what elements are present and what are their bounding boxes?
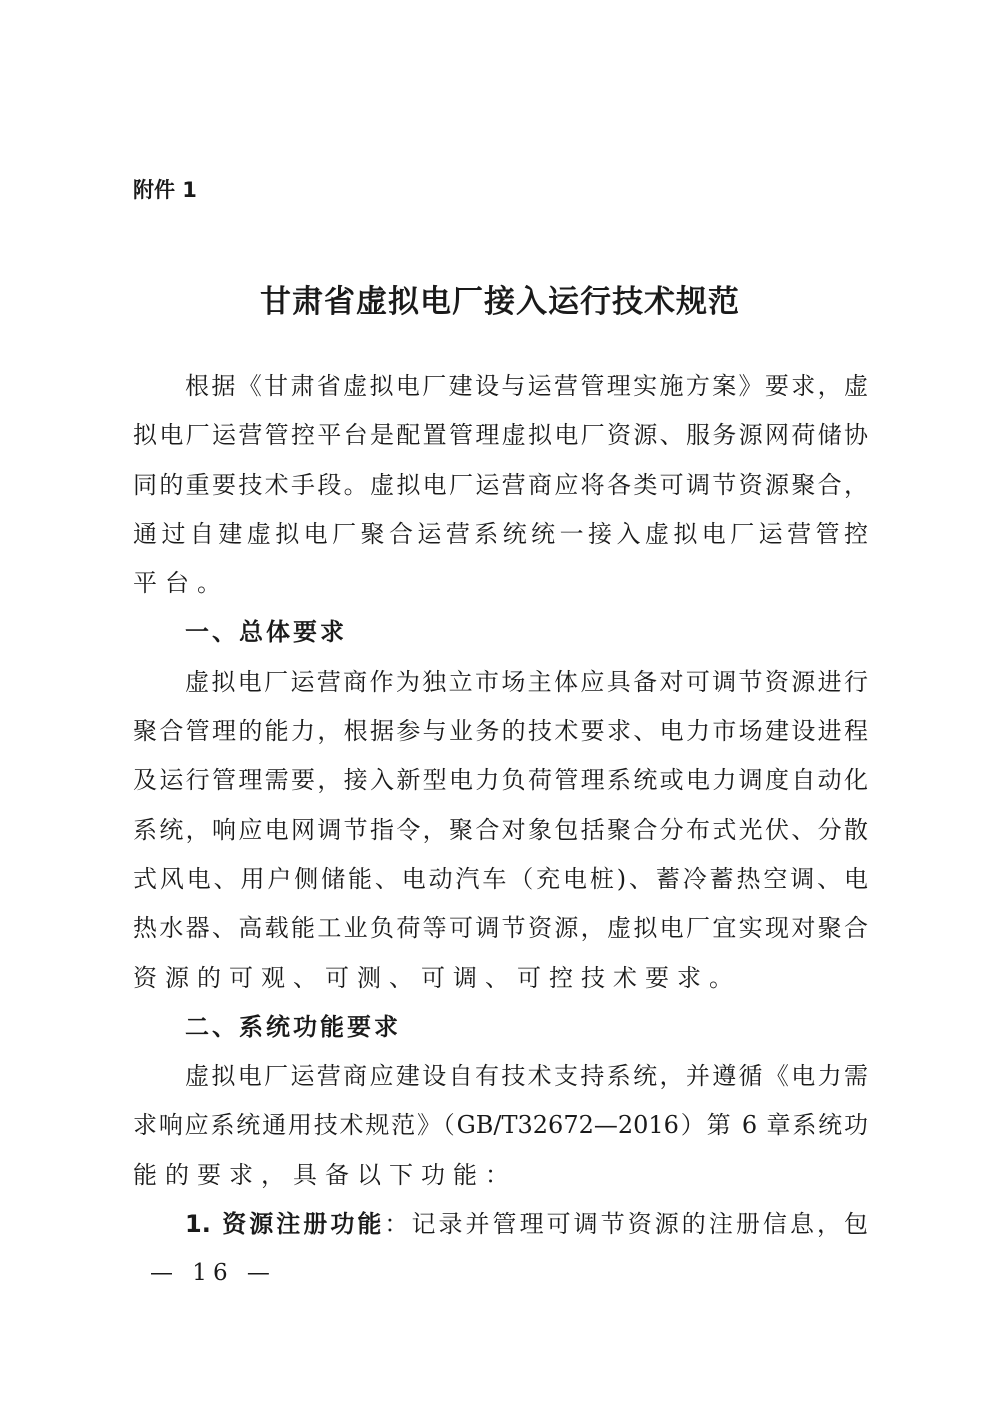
paragraph-line: 同的重要技术手段。虚拟电厂运营商应将各类可调节资源聚合， bbox=[133, 470, 868, 499]
document-title: 甘肃省虚拟电厂接入运行技术规范 bbox=[260, 284, 740, 320]
paragraph-line: 聚合管理的能力，根据参与业务的技术要求、电力市场建设进程 bbox=[133, 717, 868, 746]
list-item-label: 1. 资源注册功能 bbox=[185, 1210, 385, 1239]
paragraph-line: 热水器、高载能工业负荷等可调节资源，虚拟电厂宜实现对聚合 bbox=[133, 914, 868, 943]
list-item-text: ：记录并管理可调节资源的注册信息，包 bbox=[384, 1210, 869, 1239]
paragraph-line: 及运行管理需要，接入新型电力负荷管理系统或电力调度自动化 bbox=[133, 766, 868, 795]
attachment-label: 附件 1 bbox=[133, 178, 197, 202]
paragraph-line: 平台。 bbox=[133, 569, 229, 598]
paragraph-line: 通过自建虚拟电厂聚合运营系统统一接入虚拟电厂运营管控 bbox=[133, 519, 868, 548]
page-number: — 16 — bbox=[150, 1260, 276, 1286]
list-item bbox=[133, 1200, 868, 1249]
paragraph-line: 求响应系统通用技术规范》（GB/T32672—2016）第 6 章系统功 bbox=[133, 1111, 868, 1140]
paragraph-line: 虚拟电厂运营商作为独立市场主体应具备对可调节资源进行 bbox=[185, 667, 868, 696]
section-heading: 二、系统功能要求 bbox=[185, 1012, 401, 1041]
section-heading: 一、总体要求 bbox=[185, 618, 347, 647]
paragraph-line: 能的要求，具备以下功能： bbox=[133, 1160, 517, 1189]
paragraph-line: 式风电、用户侧储能、电动汽车（充电桩)、蓄冷蓄热空调、电 bbox=[133, 864, 868, 893]
document-body bbox=[133, 362, 868, 1249]
paragraph-line: 根据《甘肃省虚拟电厂建设与运营管理实施方案》要求，虚 bbox=[185, 372, 868, 400]
paragraph-line: 系统，响应电网调节指令，聚合对象包括聚合分布式光伏、分散 bbox=[133, 815, 868, 844]
paragraph-line: 拟电厂运营管控平台是配置管理虚拟电厂资源、服务源网荷储协 bbox=[133, 421, 868, 450]
paragraph-line: 虚拟电厂运营商应建设自有技术支持系统，并遵循《电力需 bbox=[185, 1062, 868, 1091]
paragraph-line: 资源的可观、可测、可调、可控技术要求。 bbox=[133, 963, 741, 992]
